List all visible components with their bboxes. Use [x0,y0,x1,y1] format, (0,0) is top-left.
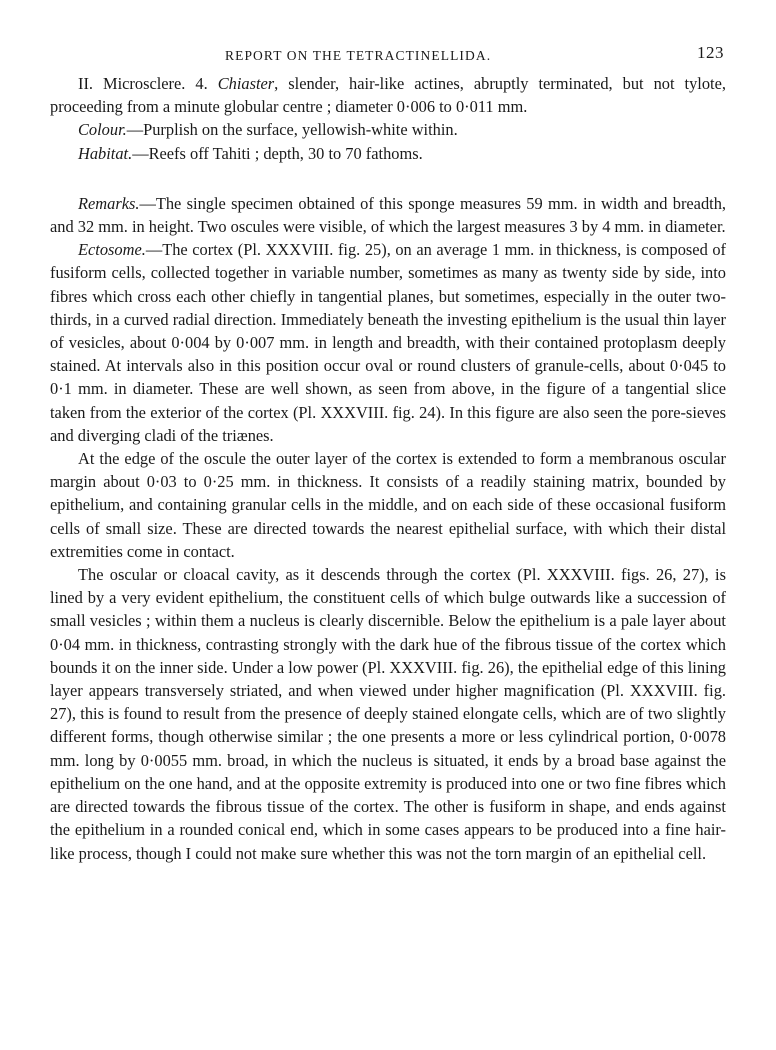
ectosome-text: —The cortex (Pl. XXXVIII. fig. 25), on an average 1 mm. in thickness, is composed of fusiform cells, collected together in variable number, sometimes as many as twenty side by side, into fibres which cross each other chiefly in tangential planes, but sometimes, especially in the outer two-thirds, in a curved radial direction. Immediately beneath the investing epithelium is the usual thin layer of vesicles, about 0·004 by 0·007 mm. in length and breadth, with their contained protoplasm deeply stained. At intervals also in this position occur oval or round clusters of granule-cells, about 0·045 to 0·1 mm. in diameter. These are well shown, as seen from above, in the figure of a tangential slice taken from the exterior of the cortex (Pl. XXXVIII. fig. 24). In this figure are also seen the pore-sieves and diverging cladi of the triænes. [50,240,726,445]
oscule-paragraph: At the edge of the oscule the outer layer of the cortex is extended to form a membranous oscular margin about 0·03 to 0·25 mm. in thickness. It consists of a readily staining matrix, bounded by epithelium, and containing granular cells in the middle, and on each side of these occasional fusiform cells of small size. These are directed towards the nearest epithelial surface, with which their distal extremities come in contact. [50,449,726,561]
page-number: 123 [697,43,724,62]
running-title: REPORT ON THE TETRACTINELLIDA. [225,48,492,63]
microsclere-prefix: II. Microsclere. 4. [78,74,218,93]
section-gap [50,165,726,192]
habitat-text: —Reefs off Tahiti ; depth, 30 to 70 fathoms. [132,143,423,163]
ectosome-paragraph [50,238,726,447]
remarks-paragraph [50,192,726,238]
habitat-term: Habitat. [78,143,133,163]
running-head [50,40,726,70]
microsclere-term: Chiaster [217,74,275,93]
cavity-paragraph: The oscular or cloacal cavity, as it descends through the cortex (Pl. XXXVIII. figs. 26, 27), is lined by a very evident epithelium, the constituent cells of which bulge outwards like a succession of small vesicles ; within them a nucleus is clearly discernible. Below the epithelium is a pale layer about 0·04 mm. in thickness, contrasting strongly with the dark hue of the fibrous tissue of the cortex which bounds it on the inner side. Under a low power (Pl. XXXVIII. fig. 26), the epithelial edge of this lining layer appears transversely striated, and when viewed under higher magnification (Pl. XXXVIII. fig. 27), this is found to result from the presence of deeply stained elongate cells, which are of two slightly different forms, though otherwise similar ; the one presents a more or less cylindrical portion, 0·0078 mm. long by 0·0055 mm. broad, in which the nucleus is situated, it ends by a broad base against the epithelium on the one hand, and at the opposite extremity is produced into one or two fine fibres which are directed towards the fibrous tissue of the cortex. The other is fusiform in shape, and ends against the epithelium in a rounded conical end, which in some cases appears to be produced into a fine hair-like process, though I could not make sure whether this was not the torn margin of an epithelial cell. [50,565,726,863]
remarks-text: —The single specimen obtained of this sponge measures 59 mm. in width and breadth, and 32 mm. in height. Two oscules were visible, of which the largest measures 3 by 4 mm. in diameter. [50,193,726,237]
microsclere-paragraph [50,72,726,118]
ectosome-term: Ectosome. [78,240,146,260]
remarks-term: Remarks. [78,193,140,213]
page [50,40,726,865]
habitat-paragraph [50,142,726,165]
microsclere-text: , slender, hair-like actines, abruptly terminated, but not tylote, proceeding from a minute globular centre ; diameter 0·006 to 0·011 mm. [50,74,726,117]
colour-text: —Purplish on the surface, yellowish-white within. [126,120,458,140]
colour-term: Colour. [78,120,127,140]
colour-paragraph [50,118,726,141]
